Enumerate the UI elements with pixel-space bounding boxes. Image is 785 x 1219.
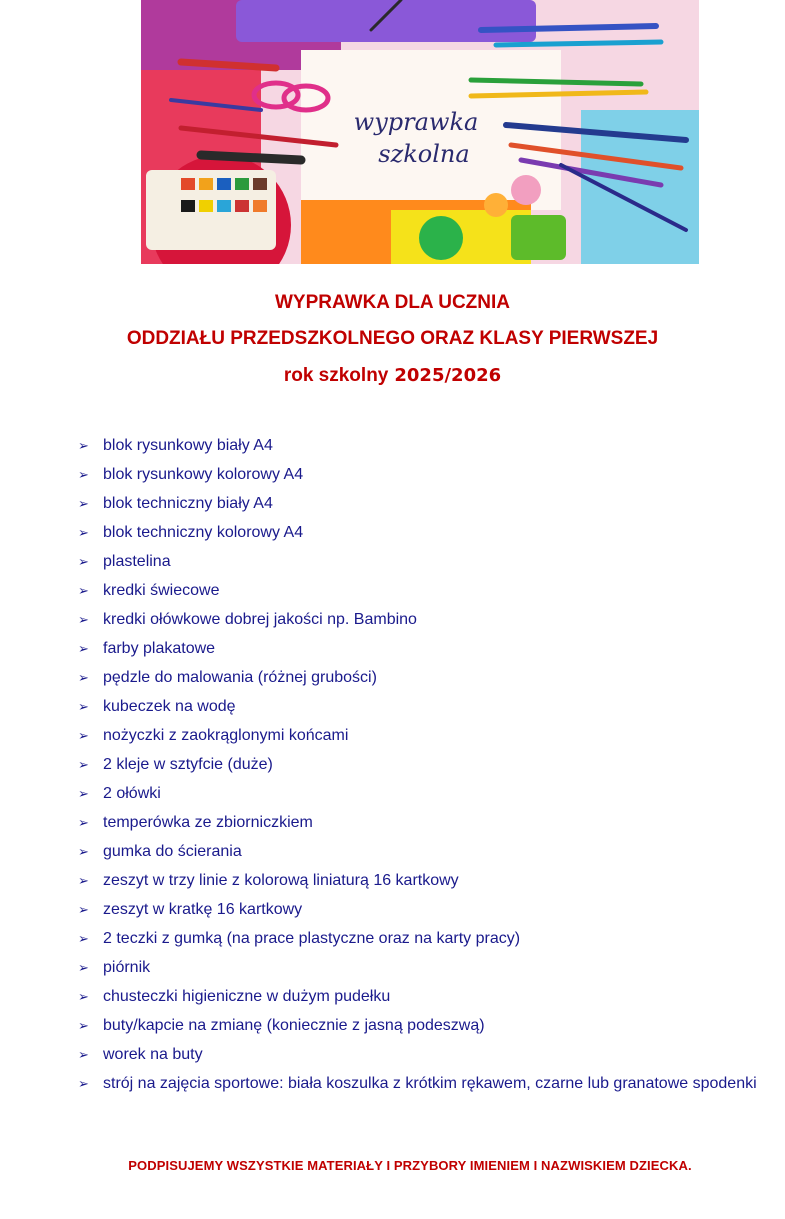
- list-item: [78, 1040, 758, 1069]
- list-item: [78, 953, 758, 982]
- arrow-bullet-icon: ➢: [78, 1018, 89, 1033]
- hero-image: [141, 0, 699, 264]
- list-item-text: chusteczki higieniczne w dużym pudełku: [103, 988, 391, 1005]
- list-item-text: 2 ołówki: [103, 785, 161, 802]
- list-item-text: 2 teczki z gumką (na prace plastyczne oraz na karty pracy): [103, 930, 521, 947]
- list-item-text: blok rysunkowy kolorowy A4: [103, 466, 304, 483]
- list-item: [78, 924, 758, 953]
- arrow-bullet-icon: ➢: [78, 960, 89, 975]
- list-item: [78, 750, 758, 779]
- list-item: [78, 837, 758, 866]
- list-item-text: blok techniczny kolorowy A4: [103, 524, 304, 541]
- arrow-bullet-icon: ➢: [78, 554, 89, 569]
- list-item-text: 2 kleje w sztyfcie (duże): [103, 756, 273, 773]
- hero-caption-line2: szkolna: [378, 140, 470, 168]
- title-line1: WYPRAWKA DLA UCZNIA: [274, 292, 510, 313]
- arrow-bullet-icon: ➢: [78, 612, 89, 627]
- list-item-text: worek na buty: [103, 1046, 203, 1063]
- list-item-text: blok rysunkowy biały A4: [103, 437, 273, 454]
- list-item-text: farby plakatowe: [103, 640, 216, 657]
- hero-caption-line1: wyprawka: [353, 108, 479, 136]
- arrow-bullet-icon: ➢: [78, 699, 89, 714]
- list-item-text: kredki ołówkowe dobrej jakości np. Bambino: [103, 611, 417, 628]
- school-year-value: 2025/2026: [394, 365, 502, 386]
- list-item-text: zeszyt w trzy linie z kolorową liniaturą 16 kartkowy: [103, 872, 459, 889]
- arrow-bullet-icon: ➢: [78, 496, 89, 511]
- list-item: [78, 547, 758, 576]
- list-item: [78, 982, 758, 1011]
- school-year-label: rok szkolny: [283, 365, 389, 386]
- arrow-bullet-icon: ➢: [78, 525, 89, 540]
- arrow-bullet-icon: ➢: [78, 757, 89, 772]
- footer-note: PODPISUJEMY WSZYSTKIE MATERIAŁY I PRZYBORY IMIENIEM I NAZWISKIEM DZIECKA.: [128, 1158, 692, 1173]
- arrow-bullet-icon: ➢: [78, 467, 89, 482]
- list-item: [78, 779, 758, 808]
- list-item-text: temperówka ze zbiorniczkiem: [103, 814, 313, 831]
- arrow-bullet-icon: ➢: [78, 728, 89, 743]
- list-item-text: zeszyt w kratkę 16 kartkowy: [103, 901, 303, 918]
- arrow-bullet-icon: ➢: [78, 438, 89, 453]
- list-item: [78, 721, 758, 750]
- list-item: [78, 605, 758, 634]
- list-item-text: pędzle do malowania (różnej grubości): [103, 669, 377, 686]
- arrow-bullet-icon: ➢: [78, 902, 89, 917]
- arrow-bullet-icon: ➢: [78, 873, 89, 888]
- list-item-text: piórnik: [103, 959, 151, 976]
- list-item-text: strój na zajęcia sportowe: biała koszulka z krótkim rękawem, czarne lub granatowe spodenki: [103, 1075, 757, 1092]
- list-item: [78, 808, 758, 837]
- list-item: [78, 692, 758, 721]
- arrow-bullet-icon: ➢: [78, 641, 89, 656]
- list-item-text: kredki świecowe: [103, 582, 220, 599]
- list-item: [78, 460, 758, 489]
- arrow-bullet-icon: ➢: [78, 989, 89, 1004]
- arrow-bullet-icon: ➢: [78, 1076, 89, 1091]
- list-item: [78, 634, 758, 663]
- arrow-bullet-icon: ➢: [78, 931, 89, 946]
- list-item: [78, 663, 758, 692]
- supply-list: [78, 431, 758, 1098]
- list-item: [78, 1069, 758, 1098]
- list-item: [78, 431, 758, 460]
- list-item-text: kubeczek na wodę: [103, 698, 236, 715]
- list-item: [78, 866, 758, 895]
- title-line2: ODDZIAŁU PRZEDSZKOLNEGO ORAZ KLASY PIERWSZEJ: [126, 328, 659, 349]
- list-item-text: blok techniczny biały A4: [103, 495, 273, 512]
- list-item: [78, 576, 758, 605]
- list-item: [78, 1011, 758, 1040]
- title-line3: [0, 365, 785, 387]
- list-item-text: buty/kapcie na zmianę (koniecznie z jasną podeszwą): [103, 1017, 485, 1034]
- list-item: [78, 895, 758, 924]
- list-item-text: gumka do ścierania: [103, 843, 242, 860]
- arrow-bullet-icon: ➢: [78, 1047, 89, 1062]
- arrow-bullet-icon: ➢: [78, 786, 89, 801]
- list-item-text: plastelina: [103, 553, 171, 570]
- list-item: [78, 518, 758, 547]
- school-supplies-illustration: [141, 0, 699, 264]
- list-item: [78, 489, 758, 518]
- arrow-bullet-icon: ➢: [78, 583, 89, 598]
- arrow-bullet-icon: ➢: [78, 815, 89, 830]
- arrow-bullet-icon: ➢: [78, 844, 89, 859]
- list-item-text: nożyczki z zaokrąglonymi końcami: [103, 727, 349, 744]
- arrow-bullet-icon: ➢: [78, 670, 89, 685]
